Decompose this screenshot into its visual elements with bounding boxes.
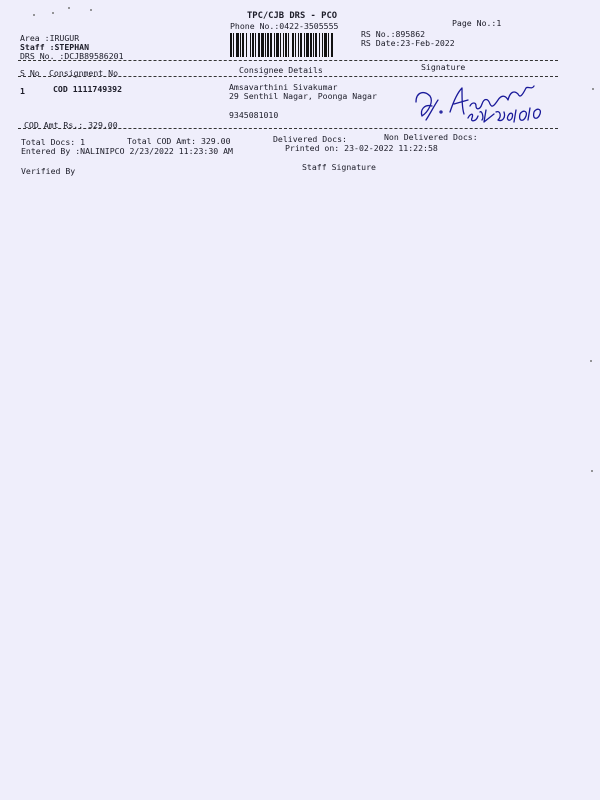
col-header-signature: Signature bbox=[421, 62, 466, 72]
row-sno: 1 bbox=[20, 86, 25, 96]
scan-speck bbox=[591, 470, 593, 472]
divider bbox=[18, 60, 558, 61]
divider bbox=[18, 76, 558, 77]
page-number: Page No.:1 bbox=[452, 18, 502, 28]
scan-speck bbox=[590, 360, 592, 362]
scan-speck bbox=[592, 88, 594, 90]
scan-speck bbox=[33, 14, 35, 16]
printed-on: Printed on: 23-02-2022 11:22:58 bbox=[285, 143, 438, 153]
rs-date: RS Date:23-Feb-2022 bbox=[361, 38, 455, 48]
consignee-name: Amsavarthini Sivakumar bbox=[229, 82, 338, 92]
total-docs: Total Docs: 1 bbox=[21, 137, 86, 147]
phone-number: Phone No.:0422-3505555 bbox=[230, 21, 339, 31]
cod-amount: COD Amt Rs.: 329.00 bbox=[24, 120, 118, 130]
handwritten-signature bbox=[410, 82, 562, 126]
staff: Staff :STEPHAN bbox=[20, 42, 90, 52]
entered-by: Entered By :NALINIPCO 2/23/2022 11:23:30 AM bbox=[21, 146, 233, 156]
drs-number: DRS No. :DCJB89586201 bbox=[20, 51, 124, 61]
consignee-phone: 9345081010 bbox=[229, 110, 279, 120]
verified-by: Verified By bbox=[21, 166, 76, 176]
total-cod-amount: Total COD Amt: 329.00 bbox=[127, 136, 231, 146]
scan-speck bbox=[52, 12, 54, 14]
non-delivered-docs: Non Delivered Docs: bbox=[384, 132, 478, 142]
area: Area :IRUGUR bbox=[20, 33, 80, 43]
scan-speck bbox=[90, 9, 92, 11]
row-consignment-no: COD 1111749392 bbox=[53, 84, 123, 94]
document-title: TPC/CJB DRS - PCO bbox=[247, 11, 338, 21]
col-header-consignee: Consignee Details bbox=[239, 65, 323, 75]
barcode bbox=[229, 33, 352, 57]
rs-number: RS No.:895862 bbox=[361, 29, 426, 39]
delivered-docs: Delivered Docs: bbox=[273, 134, 347, 144]
scan-speck bbox=[68, 7, 70, 9]
divider bbox=[18, 128, 558, 129]
consignee-address: 29 Senthil Nagar, Poonga Nagar bbox=[229, 91, 377, 101]
col-header-sno: S No bbox=[20, 68, 40, 78]
col-header-consignment: Consignment No bbox=[49, 68, 119, 78]
staff-signature-label: Staff Signature bbox=[302, 162, 376, 172]
